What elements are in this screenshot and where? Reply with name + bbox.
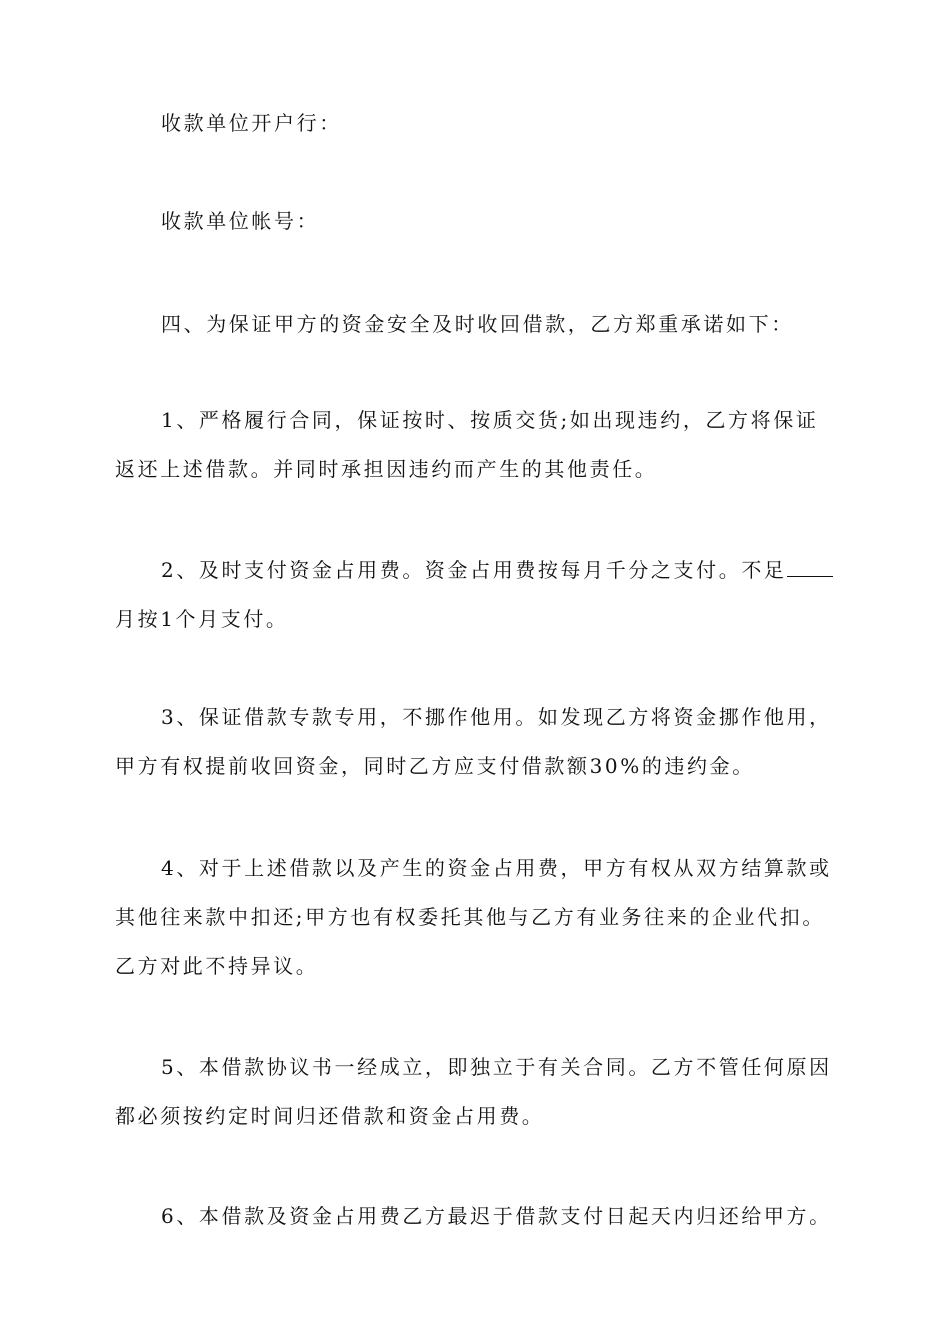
clause-3-paragraph <box>115 693 840 791</box>
clause-1-paragraph <box>115 396 840 494</box>
payee-bank-text: 收款单位开户行： <box>161 111 342 135</box>
clause-2-paragraph <box>115 546 840 644</box>
clause-2-text: 2、及时支付资金占用费。资金占用费按每月千分之支付。不足 <box>161 558 787 582</box>
clause-3-text: 3、保证借款专款专用，不挪作他用。如发现乙方将资金挪作他用，甲方有权提前收回资金，同时乙方应支付借款额30%的违约金。 <box>115 705 832 778</box>
payee-account-text: 收款单位帐号： <box>161 209 320 233</box>
clause-6-paragraph <box>115 1192 840 1241</box>
clause-2-text-after: 月按1个月支付。 <box>115 607 289 631</box>
clause-4-paragraph <box>115 844 840 991</box>
fill-in-blank <box>787 558 833 577</box>
clause-5-paragraph <box>115 1043 840 1141</box>
clause-6-text: 6、本借款及资金占用费乙方最迟于借款支付日起天内归还给甲方。 <box>161 1204 832 1228</box>
clause-5-text: 5、本借款协议书一经成立，即独立于有关合同。乙方不管任何原因都必须按约定时间归还借款和资金占用费。 <box>115 1055 832 1128</box>
clause-4-text: 4、对于上述借款以及产生的资金占用费，甲方有权从双方结算款或其他往来款中扣还;甲方也有权委托其他与乙方有业务往来的企业代扣。乙方对此不持异议。 <box>115 856 832 978</box>
section-four-text: 四、为保证甲方的资金安全及时收回借款，乙方郑重承诺如下： <box>161 312 794 336</box>
payee-bank-line <box>115 99 840 148</box>
section-four-heading <box>115 300 840 349</box>
clause-1-text: 1、严格履行合同，保证按时、按质交货;如出现违约，乙方将保证返还上述借款。并同时承担因违约而产生的其他责任。 <box>115 408 819 481</box>
payee-account-line <box>115 197 840 246</box>
